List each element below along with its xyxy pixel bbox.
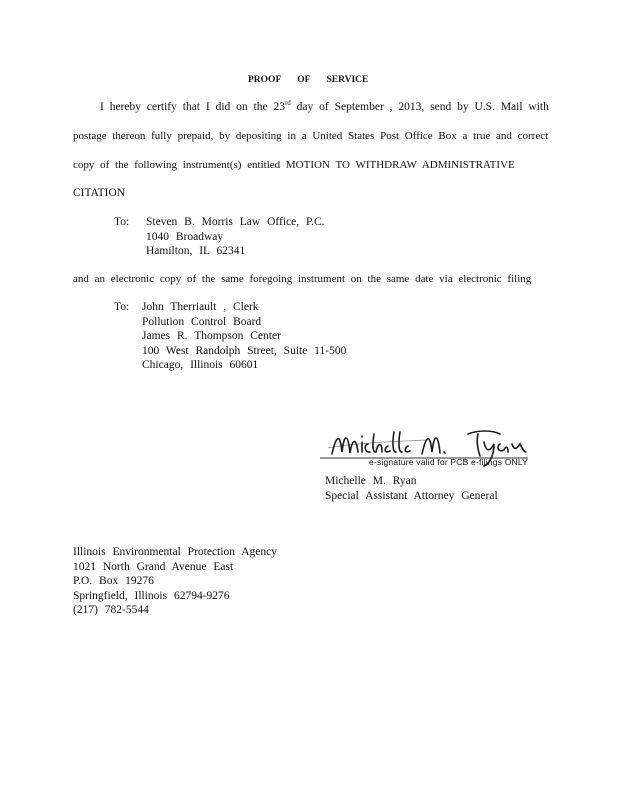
ordinal-suffix: rd — [284, 99, 291, 108]
to-label-2: To: — [114, 301, 130, 313]
agency-address — [73, 545, 277, 618]
agency-line: 1021 North Grand Avenue East — [73, 560, 234, 573]
electronic-filing-line: and an electronic copy of the same foregoing instrument on the same date via electronic filing — [73, 273, 532, 285]
certification-line-1 — [100, 101, 549, 113]
agency-line: Illinois Environmental Protection Agency — [73, 546, 277, 558]
certification-line-3: copy of the following instrument(s) entitled MOTION TO WITHDRAW ADMINISTRATIVE — [73, 159, 515, 171]
signer-title: Special Assistant Attorney General — [325, 489, 498, 502]
recipient-1-line: Hamilton, IL 62341 — [146, 245, 246, 257]
to-label-1: To: — [114, 216, 130, 228]
agency-line: Springfield, Illinois 62794-9276 — [73, 589, 230, 602]
document-title: PROOF OF SERVICE — [248, 75, 369, 85]
recipient-1-line: 1040 Broadway — [146, 230, 224, 243]
signature-validity-note: e-signature valid for PCB e-filings ONLY — [369, 457, 529, 467]
recipient-1-address — [146, 215, 325, 259]
recipient-2-line: Pollution Control Board — [142, 315, 262, 328]
signer-name: Michelle M. Ryan — [325, 475, 417, 487]
recipient-2-line: Chicago, Illinois 60601 — [142, 359, 259, 371]
recipient-2-line: John Therriault , Clerk — [142, 301, 259, 313]
certification-line-1-start: I hereby certify that I did on the 23 — [100, 101, 285, 113]
recipient-2-address — [142, 300, 346, 373]
recipient-2-line: James R. Thompson Center — [142, 330, 281, 342]
agency-line: P.O. Box 19276 — [73, 575, 154, 587]
signer-block — [325, 474, 498, 503]
certification-line-4: CITATION — [73, 187, 126, 199]
recipient-1-line: Steven B. Morris Law Office, P.C. — [146, 216, 325, 228]
agency-line: (217) 782-5544 — [73, 604, 149, 616]
certification-line-1-end: day of September , 2013, send by U.S. Mail with — [290, 101, 549, 113]
certification-line-2: postage thereon fully prepaid, by depositing in a United States Post Office Box a true and correct — [73, 130, 549, 142]
recipient-2-line: 100 West Randolph Street, Suite 11-500 — [142, 344, 347, 357]
